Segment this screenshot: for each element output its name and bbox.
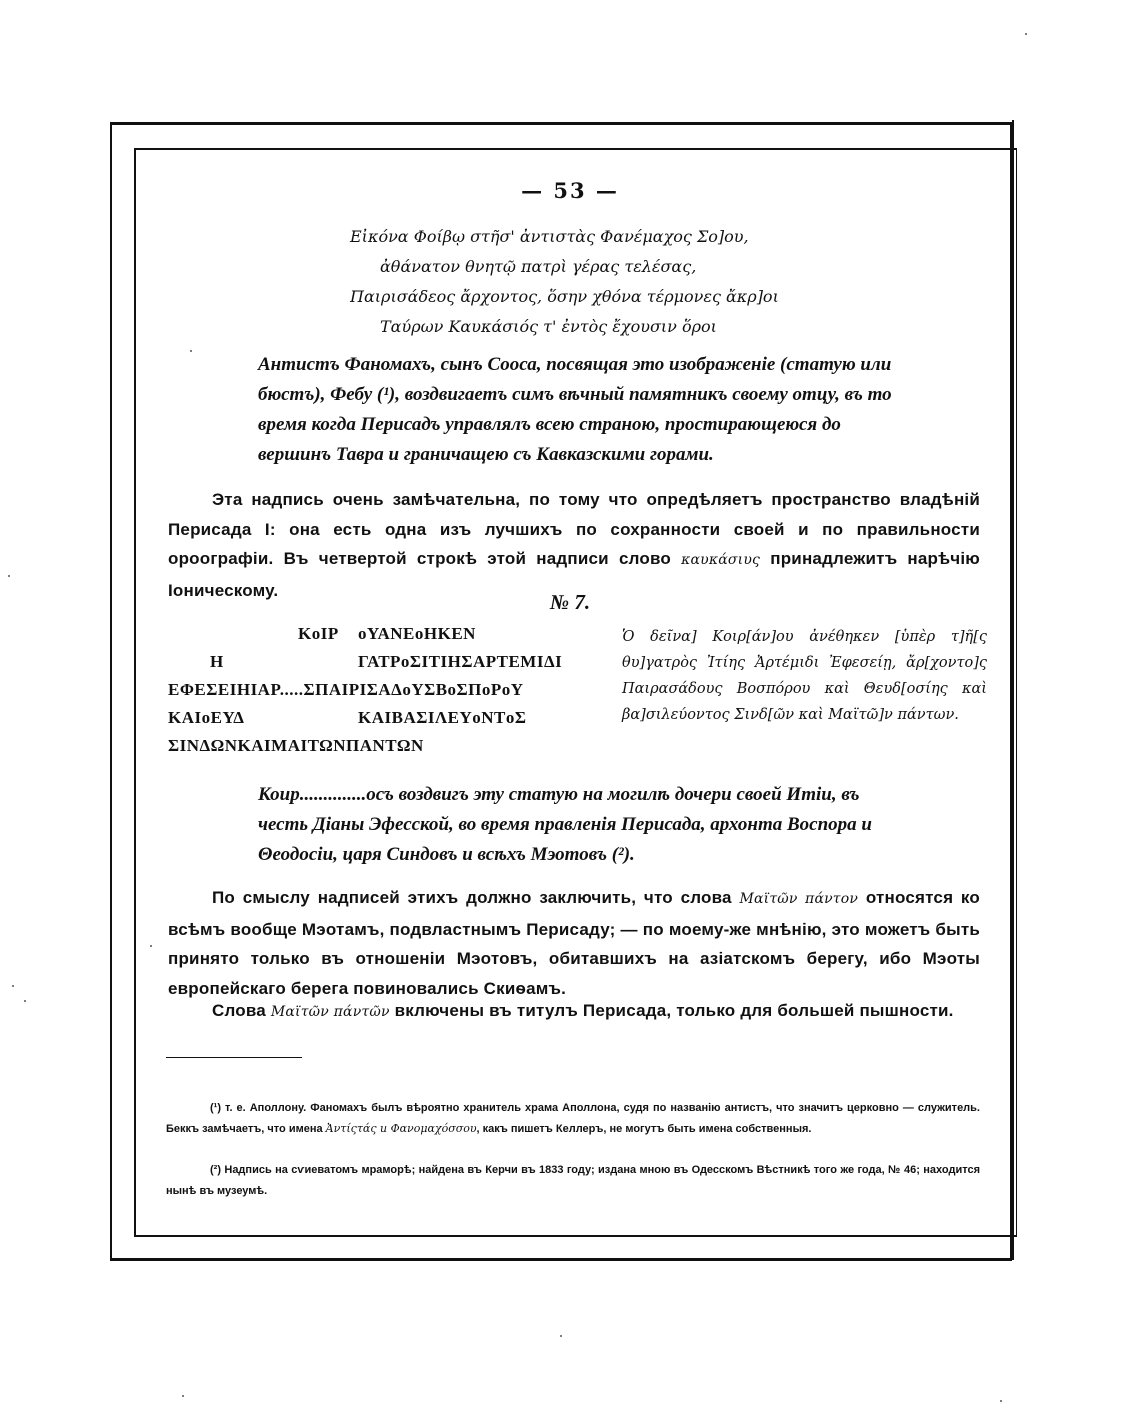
footnote-1: (¹) т. е. Аполлону. Фаномахъ былъ вѣроятно хранитель храма Аполлона, судя по названію антистъ, что значитъ церковно — служитель. Беккъ замѣчаетъ, что имена Ἀντίςτάς и Φανομαχόσσου, какъ пишетъ Келлеръ, не могутъ быть имена собственныя.	[166, 1102, 980, 1135]
scan-speck	[1000, 1400, 1002, 1402]
uncial-fragment: ΚΑΙΒΑΣΙΛΕΥoΝΤoΣ	[358, 708, 527, 727]
verse-line: ἀθάνατον θνητῷ πατρὶ γέρας τελέσας,	[380, 257, 697, 276]
uncial-fragment: ΕΦΕΣΕΙΗΙΑΡ.....ΣΠΑΙΡΙΣΑΔoΥΣΒoΣΠoΡoΥ	[168, 680, 524, 699]
uncial-fragment: Η	[210, 652, 224, 671]
scan-speck	[24, 1000, 26, 1002]
scan-speck	[190, 350, 192, 352]
scan-speck	[560, 1335, 562, 1337]
scan-speck	[182, 1395, 184, 1397]
verse-line: Εἰκόνα Φοίβῳ στῆσ' ἀντιστὰς Φανέμαχος Σο]ου,	[350, 227, 749, 246]
verse-line: Ταύρων Καυκάσιός τ' ἐντὸς ἔχουσιν ὅροι	[380, 317, 717, 336]
russian-translation-2: Коир..............осъ воздвигъ эту статую на могилѣ дочери своей Итіи, въ честь Діаны Эфесской, во время правленія Перисада, архонта Воспора и Θеодосіи, царя Синдовъ и всѣхъ Мэотовъ (²).	[258, 784, 872, 865]
scan-speck	[8, 575, 10, 577]
uncial-fragment: oΥΑΝΕoΗΚΕΝ	[358, 624, 476, 643]
inscription-restoration: Ὁ δεῖνα] Κοιρ[άν]ου ἀνέθηκεν [ὑπὲρ τ]ῆ[ς θυ]γατρὸς Ἰτίης Ἀρτέμιδι Ἐφεσείῃ, ἄρ[χοντο]ς Παιρασάδους Βοσπόρου καὶ Θευδ[οσίης καὶ βα]σιλεύοντος Σινδ[ῶν καὶ Μαϊτῶ]ν πάντων.	[622, 629, 987, 723]
verse-line: Παιρισάδεος ἄρχοντος, ὅσην χθόνα τέρμονες ἄκρ]οι	[350, 287, 779, 306]
commentary-paragraph-3: Слова Μαϊτῶν πάντῶν включены въ титулъ Перисада, только для большей пышности.	[212, 1001, 954, 1020]
scan-speck	[150, 945, 152, 947]
scan-speck	[12, 985, 14, 987]
commentary-paragraph-1: Эта надпись очень замѣчательна, по тому что опредѣляетъ пространство владѣній Перисада I: она есть одна изъ лучшихъ по сохранности своей и по правильности ороографіи. Въ четвертой строкѣ этой надписи слово καυκάσιυς принадлежитъ нарѣчію Іоническому.	[168, 490, 980, 600]
russian-translation-1: Антистъ Фаномахъ, сынъ Сооса, посвящая это изображеніе (статую или бюстъ), Фебу (¹), воздвигаетъ симъ вѣчный памятникъ своему отцу, въ то время когда Перисадъ управлялъ всею страною, простирающеюся до вершинъ Тавра и граничащею съ Кавказскими горами.	[258, 354, 892, 465]
inscription-number-heading: № 7.	[549, 590, 591, 614]
commentary-paragraph-2: По смыслу надписей этихъ должно заключить, что слова Μαϊτῶν πάντον относятся ко всѣмъ вообще Мэотамъ, подвластнымъ Перисаду; — по моему-же мнѣнію, это можетъ быть принято только въ отношеніи Мэотовъ, обитавшихъ на азіатскомъ берегу, ибо Мэоты европейскаго берега повиновались Скиѳамъ.	[168, 888, 980, 998]
uncial-fragment: ΓΑΤΡoΣΙΤΙΗΣΑΡΤΕΜΙΔΙ	[358, 652, 563, 671]
footnote-2: (²) Надпись на сѵиеватомъ мраморѣ; найдена въ Керчи въ 1833 году; издана мною въ Одесскомъ Вѣстникѣ того же года, № 46; находится нынѣ въ музеумѣ.	[166, 1164, 980, 1197]
page-number: — 53 —	[521, 178, 619, 203]
footnote-separator	[166, 1057, 302, 1058]
uncial-fragment: ΚoΙΡ	[298, 624, 339, 643]
uncial-fragment: ΣΙΝΔΩΝΚΑΙΜΑΙΤΩΝΠΑΝΤΩΝ	[168, 736, 424, 755]
scan-speck	[1025, 33, 1027, 35]
uncial-fragment: ΚΑΙoΕΥΔ	[168, 708, 245, 727]
